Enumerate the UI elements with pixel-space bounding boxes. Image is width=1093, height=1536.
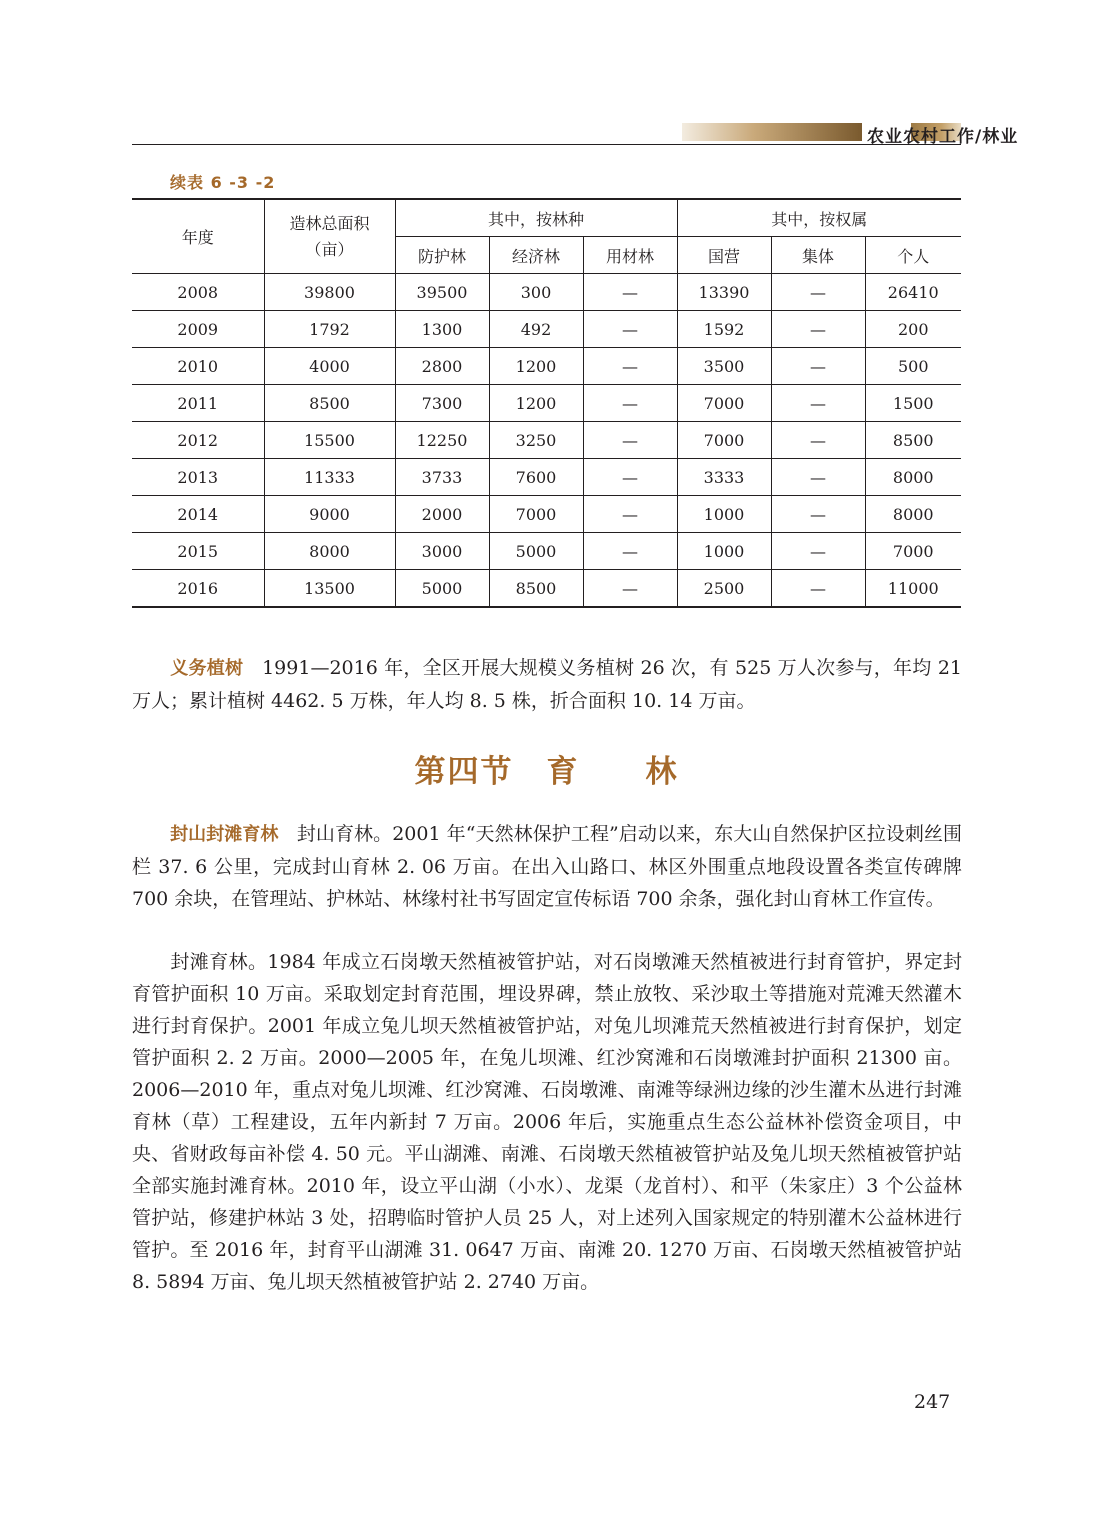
running-title: 农业农村工作/林业 <box>867 127 1019 147</box>
header-collective: 集体 <box>771 237 865 274</box>
header-group-ownership: 其中，按权属 <box>677 199 961 237</box>
table-cell: 5000 <box>395 570 489 608</box>
table-cell: 2010 <box>132 348 264 385</box>
table-cell: 300 <box>489 274 583 311</box>
table-cell: 1000 <box>677 533 771 570</box>
table-cell: — <box>583 311 677 348</box>
header-total-area-line1: 造林总面积 <box>289 213 370 233</box>
table-cell: 1792 <box>264 311 395 348</box>
table-caption: 续表 6 -3 -2 <box>170 173 276 192</box>
table-cell: 492 <box>489 311 583 348</box>
table-cell: — <box>583 348 677 385</box>
table-cell: 15500 <box>264 422 395 459</box>
table-cell: — <box>771 385 865 422</box>
header-protection-forest: 防护林 <box>395 237 489 274</box>
table-cell: — <box>771 496 865 533</box>
table-cell: — <box>771 570 865 608</box>
table-cell: — <box>771 459 865 496</box>
running-header <box>132 120 1019 147</box>
table-cell: 7300 <box>395 385 489 422</box>
header-state-owned: 国营 <box>677 237 771 274</box>
table-cell: — <box>583 274 677 311</box>
table-body <box>132 274 961 608</box>
table-cell: 11333 <box>264 459 395 496</box>
text-mountain-closure: 封山育林。2001 年“天然林保护工程”启动以来，东大山自然保护区拉设刺丝围栏 37. 6 公里，完成封山育林 2. 06 万亩。在出入山路口、林区外围重点地段设置各类宣传碑牌 700 余块，在管理站、护林站、林缘村社书写固定宣传标语 700 余条，强化封山育林工作宣传。 <box>132 823 963 910</box>
table-cell: 1200 <box>489 385 583 422</box>
table-cell: 7000 <box>677 422 771 459</box>
table-cell: 2013 <box>132 459 264 496</box>
table-cell: 1500 <box>865 385 961 422</box>
header-economic-forest: 经济林 <box>489 237 583 274</box>
header-total-area-line2: （亩） <box>305 239 354 259</box>
paragraph-beach-closure <box>132 946 962 1298</box>
table-cell: 1300 <box>395 311 489 348</box>
table-cell: 11000 <box>865 570 961 608</box>
table-cell: 1592 <box>677 311 771 348</box>
table-cell: 5000 <box>489 533 583 570</box>
lead-voluntary-planting: 义务植树 <box>170 658 244 679</box>
text-beach-closure: 封滩育林。1984 年成立石岗墩天然植被管护站，对石岗墩滩天然植被进行封育管护，界定封育管护面积 10 万亩。采取划定封育范围，埋设界碑，禁止放牧、采沙取土等措施对荒滩天然灌木进行封育保护。2001 年成立兔儿坝天然植被管护站，对兔儿坝滩荒天然植被进行封育保护，划定管护面积 2. 2 万亩。2000—2005 年，在兔儿坝滩、红沙窝滩和石岗墩滩封护面积 21300 亩。2006—2010 年，重点对兔儿坝滩、红沙窝滩、石岗墩滩、南滩等绿洲边缘的沙生灌木丛进行封滩育林（草）工程建设，五年内新封 7 万亩。2006 年后，实施重点生态公益林补偿资金项目，中央、省财政每亩补偿 4. 50 元。平山湖滩、南滩、石岗墩天然植被管护站及兔儿坝天然植被管护站全部实施封滩育林。2010 年，设立平山湖（小水）、龙渠（龙首村）、和平（朱家庄）3 个公益林管护站，修建护林站 3 处，招聘临时管护人员 25 人，对上述列入国家规定的特别灌木公益林进行管护。至 2016 年，封育平山湖滩 31. 0647 万亩、南滩 20. 1270 万亩、石岗墩天然植被管护站 8. 5894 万亩、兔儿坝天然植被管护站 2. 2740 万亩。 <box>132 951 962 1293</box>
table-cell: 3333 <box>677 459 771 496</box>
header-rule <box>132 144 961 145</box>
section-title: 第四节 育 林 <box>414 754 679 790</box>
header-decor-band <box>682 123 862 141</box>
table-cell: — <box>583 459 677 496</box>
table-cell: 200 <box>865 311 961 348</box>
table-row <box>132 459 961 496</box>
header-year: 年度 <box>132 199 264 274</box>
table-cell: 2014 <box>132 496 264 533</box>
table-cell: 1000 <box>677 496 771 533</box>
text-voluntary-planting: 1991—2016 年，全区开展大规模义务植树 26 次，有 525 万人次参与，年均 21 万人；累计植树 4462. 5 万株，年人均 8. 5 株，折合面积 10. 14 万亩。 <box>132 657 962 712</box>
table-cell: 3250 <box>489 422 583 459</box>
table-cell: 2500 <box>677 570 771 608</box>
table-cell: 7000 <box>677 385 771 422</box>
table-row <box>132 422 961 459</box>
header-total-area <box>264 199 395 274</box>
header-individual: 个人 <box>865 237 961 274</box>
table-cell: 39800 <box>264 274 395 311</box>
page-number: 247 <box>914 1391 951 1413</box>
header-timber-forest: 用材林 <box>583 237 677 274</box>
table-cell: 7000 <box>489 496 583 533</box>
table-row <box>132 570 961 608</box>
table-cell: 8500 <box>489 570 583 608</box>
table-cell: 3733 <box>395 459 489 496</box>
table-row <box>132 385 961 422</box>
table-cell: 8500 <box>865 422 961 459</box>
table-cell: — <box>583 496 677 533</box>
table-cell: 12250 <box>395 422 489 459</box>
table-cell: 2009 <box>132 311 264 348</box>
lead-mountain-closure: 封山封滩育林 <box>170 824 279 845</box>
table-cell: 3500 <box>677 348 771 385</box>
table-cell: — <box>771 311 865 348</box>
table-row <box>132 496 961 533</box>
table-cell: — <box>771 422 865 459</box>
paragraph-voluntary-planting <box>132 652 962 717</box>
table-cell: 13500 <box>264 570 395 608</box>
table-cell: 13390 <box>677 274 771 311</box>
table-cell: 8000 <box>264 533 395 570</box>
table-cell: 4000 <box>264 348 395 385</box>
table-cell: — <box>583 422 677 459</box>
table-cell: 7600 <box>489 459 583 496</box>
table-cell: 8000 <box>865 459 961 496</box>
table-row <box>132 533 961 570</box>
table-cell: — <box>771 348 865 385</box>
table-cell: 2015 <box>132 533 264 570</box>
table-cell: 2800 <box>395 348 489 385</box>
table-cell: 1200 <box>489 348 583 385</box>
table-cell: — <box>771 533 865 570</box>
table-cell: 500 <box>865 348 961 385</box>
table-cell: — <box>583 570 677 608</box>
table-cell: 2008 <box>132 274 264 311</box>
table-cell: 2011 <box>132 385 264 422</box>
afforestation-table <box>132 198 961 608</box>
table-cell: 2012 <box>132 422 264 459</box>
table-cell: 3000 <box>395 533 489 570</box>
table-cell: — <box>583 533 677 570</box>
table-cell: 8500 <box>264 385 395 422</box>
table-cell: 7000 <box>865 533 961 570</box>
table-cell: 26410 <box>865 274 961 311</box>
table-cell: 39500 <box>395 274 489 311</box>
table-cell: 8000 <box>865 496 961 533</box>
table-cell: — <box>583 385 677 422</box>
table-row <box>132 311 961 348</box>
table-cell: 9000 <box>264 496 395 533</box>
table-row <box>132 348 961 385</box>
table-cell: 2016 <box>132 570 264 608</box>
table-cell: 2000 <box>395 496 489 533</box>
table-row <box>132 274 961 311</box>
table-cell: — <box>771 274 865 311</box>
header-group-species: 其中，按林种 <box>395 199 677 237</box>
paragraph-mountain-closure <box>132 818 962 915</box>
